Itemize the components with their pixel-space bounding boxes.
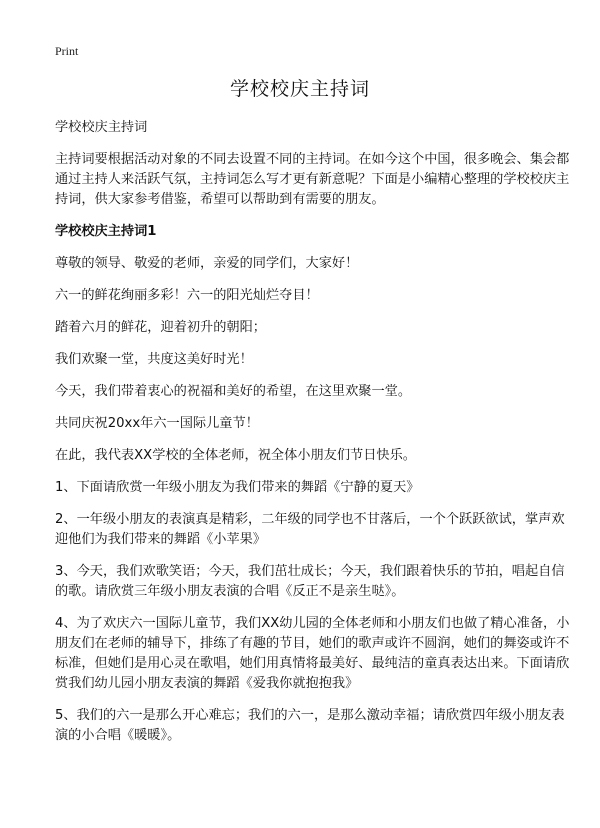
section-heading: 学校校庆主持词1	[55, 224, 157, 239]
speech-line: 我们欢聚一堂，共度这美好时光！	[55, 352, 253, 367]
speech-line: 在此，我代表XX学校的全体老师，祝全体小朋友们节日快乐。	[55, 448, 416, 463]
program-item: 4、为了欢庆六一国际儿童节，我们XX幼儿园的全体老师和小朋友们也做了精心准备，小朋友们在老师的辅导下，排练了有趣的节目，她们的歌声或许不圆润，她们的舞姿或许不标准，但她们是用心灵在歌唱，她们用真情将最美好、最纯洁的童真表达出来。下面请欣赏我们幼儿园小朋友表演的舞蹈《爱我你就抱抱我》	[55, 616, 570, 691]
program-item: 5、我们的六一是那么开心难忘；我们的六一，是那么激动幸福；请欣赏四年级小朋友表演的小合唱《暖暖》。	[55, 708, 565, 743]
document-subtitle: 学校校庆主持词	[55, 120, 148, 135]
document-body	[55, 118, 575, 758]
page-title: 学校校庆主持词	[229, 78, 370, 100]
speech-line: 踏着六月的鲜花，迎着初升的朝阳；	[55, 320, 266, 335]
speech-line: 今天，我们带着衷心的祝福和美好的希望，在这里欢聚一堂。	[55, 384, 412, 399]
speech-line: 共同庆祝20xx年六一国际儿童节！	[55, 416, 259, 431]
program-item: 2、一年级小朋友的表演真是精彩，二年级的同学也不甘落后，一个个跃跃欲试，掌声欢迎他们为我们带来的舞蹈《小苹果》	[55, 512, 565, 547]
speech-line: 六一的鲜花绚丽多彩！六一的阳光灿烂夺目！	[55, 288, 319, 303]
program-item: 3、今天，我们欢歌笑语；今天，我们茁壮成长；今天，我们跟着快乐的节拍，唱起自信的歌。请欣赏三年级小朋友表演的合唱《反正不是亲生哒》。	[55, 564, 565, 599]
print-link[interactable]: Print	[55, 44, 79, 58]
program-item: 1、下面请欣赏一年级小朋友为我们带来的舞蹈《宁静的夏天》	[55, 480, 420, 495]
speech-line: 尊敬的领导、敬爱的老师，亲爱的同学们，大家好！	[55, 256, 359, 271]
intro-paragraph: 主持词要根据活动对象的不同去设置不同的主持词。在如今这个中国，很多晚会、集会都通过主持人来活跃气氛，主持词怎么写才更有新意呢？下面是小编精心整理的学校校庆主持词，供大家参考借鉴，希望可以帮助到有需要的朋友。	[55, 152, 570, 207]
